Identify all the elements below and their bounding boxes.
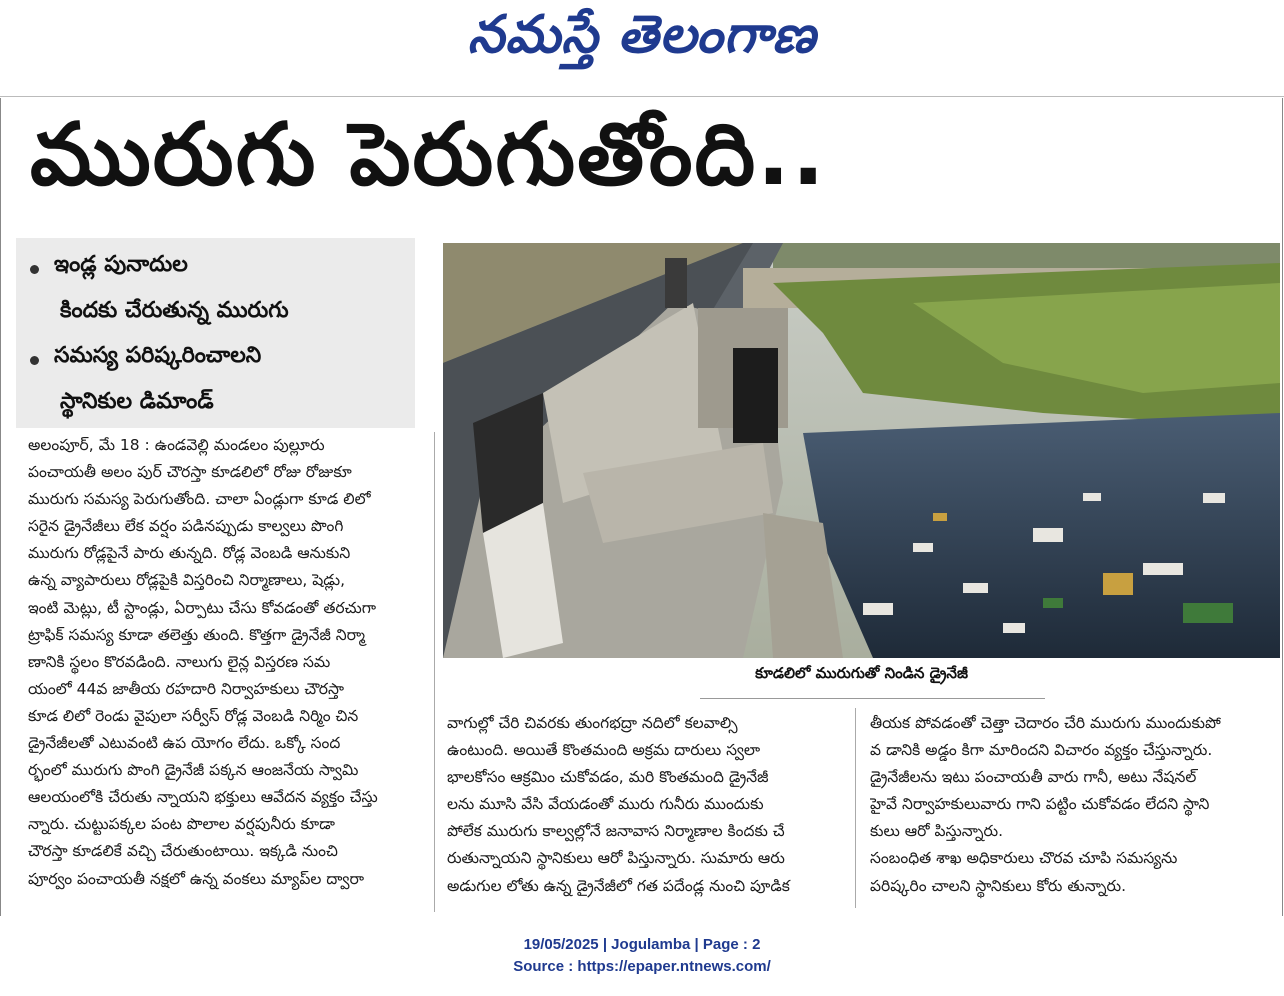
article-line: డ్రైనేజీలతో ఎటువంటి ఉప యోగం లేదు. ఒక్కో సంద [28, 734, 341, 753]
top-rule [0, 96, 1284, 97]
article-line: చౌరస్తా కూడలికే వచ్చి చేరుతుంటాయి. ఇక్కడి నుంచి [28, 842, 338, 861]
article-column-1 [28, 432, 415, 893]
highlight-1-line-2: కిందకు చేరుతున్న మురుగు [60, 298, 289, 323]
article-line: భాలకోసం ఆక్రమిం చుకోవడం, మరి కొంతమంది డ్రైనేజీ [447, 768, 769, 787]
article-line: ఉన్న వ్యాపారులు రోడ్లపైకి విస్తరించి నిర్మాణాలు, షెడ్లు, [28, 571, 346, 590]
article-line: డ్రైనేజీలను ఇటు పంచాయతీ వారు గానీ, అటు నేషనల్ [870, 768, 1197, 787]
highlight-1-line-1: ఇండ్ల పునాదుల [54, 252, 188, 277]
article-line: రుతున్నాయని స్థానికులు ఆరో పిస్తున్నారు. సుమారు ఆరు [447, 849, 785, 868]
article-line: వ డానికి అడ్డం కిగా మారిందని విచారం వ్యక్తం చేస్తున్నారు. [870, 741, 1213, 760]
article-line: పూర్వం పంచాయతీ నక్షలో ఉన్న వంకలు మ్యాప్‌ల ద్వారా [28, 869, 365, 888]
article-line: కులు ఆరో పిస్తున్నారు. [870, 822, 1003, 841]
article-line: ఆలయంలోకి చేరుతు న్నాయని భక్తులు ఆవేదన వ్యక్తం చేస్తు [28, 788, 378, 807]
article-line: న్నారు. చుట్టుపక్కల పంట పొలాల వర్షపునీరు కూడా [28, 815, 335, 834]
article-line: యంలో 44వ జాతీయ రహదారి నిర్వాహకులు చౌరస్తా [28, 679, 344, 698]
bullet-icon [30, 265, 39, 274]
photo-caption: కూడలిలో మురుగుతో నిండిన డ్రైనేజీ [755, 664, 968, 682]
article-line: ర్భంలో మురుగు పొంగి డ్రైనేజీ పక్కన ఆంజనేయ స్వామి [28, 761, 359, 780]
article-line: ఉంటుంది. అయితే కొంతమంది అక్రమ దారులు స్వలా [447, 741, 761, 760]
article-line: ఇంటి మెట్లు, టీ స్టాండ్లు, ఏర్పాటు చేసు కోవడంతో తరచుగా [28, 598, 377, 617]
article-line: ణానికి స్థలం కొరవడింది. నాలుగు లైన్ల విస్తరణ సమ [28, 652, 331, 671]
article-line: హైవే నిర్వాహకులువారు గాని పట్టిం చుకోవడం లేదని స్థాని [870, 795, 1210, 814]
article-line: కూడ లిలో రెండు వైపులా సర్వీస్ రోడ్ల వెంబడి నిర్మిం చిన [28, 706, 359, 725]
article-column-2 [447, 710, 840, 900]
highlight-2-line-2: స్థానికుల డిమాండ్ [60, 389, 214, 414]
article-line: పంచాయతీ అలం పుర్ చౌరస్తా కూడలిలో రోజు రోజుకూ [28, 463, 352, 482]
footer-date-edition: 19/05/2025 | Jogulamba | Page : 2 [523, 936, 761, 953]
frame-right [1282, 98, 1283, 916]
article-line: తీయక పోవడంతో చెత్తా చెదారం చేరి మురుగు ముందుకుపో [870, 714, 1221, 732]
caption-rule [700, 698, 1045, 699]
article-line: లను మూసి వేసి వేయడంతో మురు గునీరు ముందుకు [447, 795, 764, 814]
article-line: పరిష్కరిం చాలని స్థానికులు కోరు తున్నారు. [870, 876, 1127, 895]
article-line: సంబంధిత శాఖ అధికారులు చొరవ చూపి సమస్యను [870, 849, 1178, 868]
news-photo-drainage [443, 243, 1280, 658]
highlights-box [16, 238, 415, 428]
bullet-icon [30, 356, 39, 365]
frame-left [0, 98, 1, 916]
article-line: మురుగు సమస్య పెరుగుతోంది. చాలా ఏండ్లుగా కూడ లిలో [28, 490, 371, 509]
article-line: సరైన డ్రైనేజీలు లేక వర్షం పడినప్పుడు కాల్వలు పొంగి [28, 517, 344, 536]
headline: మురుగు పెరుగుతోంది.. [30, 105, 827, 205]
article-line: పోలేక మురుగు కాల్వల్లోనే జనావాస నిర్మాణాల కిందకు చే [447, 822, 785, 841]
column-separator [855, 708, 856, 908]
article-line: వాగుల్లో చేరి చివరకు తుంగభద్రా నదిలో కలవాల్సి [447, 714, 738, 732]
article-line: అలంపూర్, మే 18 : ఉండవెల్లి మండలం పుల్లూరు [28, 436, 325, 454]
article-line: మురుగు రోడ్లపైనే పారు తున్నది. రోడ్ల వెంబడి ఆనుకుని [28, 544, 351, 563]
highlight-2-line-1: సమస్య పరిష్కరించాలని [54, 343, 262, 368]
article-line: ట్రాఫిక్ సమస్య కూడా తలెత్తు తుంది. కొత్తగా డ్రైనేజీ నిర్మా [28, 625, 366, 644]
column-separator [434, 432, 435, 912]
footer-source: Source : https://epaper.ntnews.com/ [513, 958, 771, 975]
masthead-logo: నమస్తే తెలంగాణ [467, 4, 817, 65]
article-column-3 [870, 710, 1270, 900]
article-line: అడుగుల లోతు ఉన్న డ్రైనేజీలో గత పదేండ్ల నుంచి పూడిక [447, 876, 790, 895]
